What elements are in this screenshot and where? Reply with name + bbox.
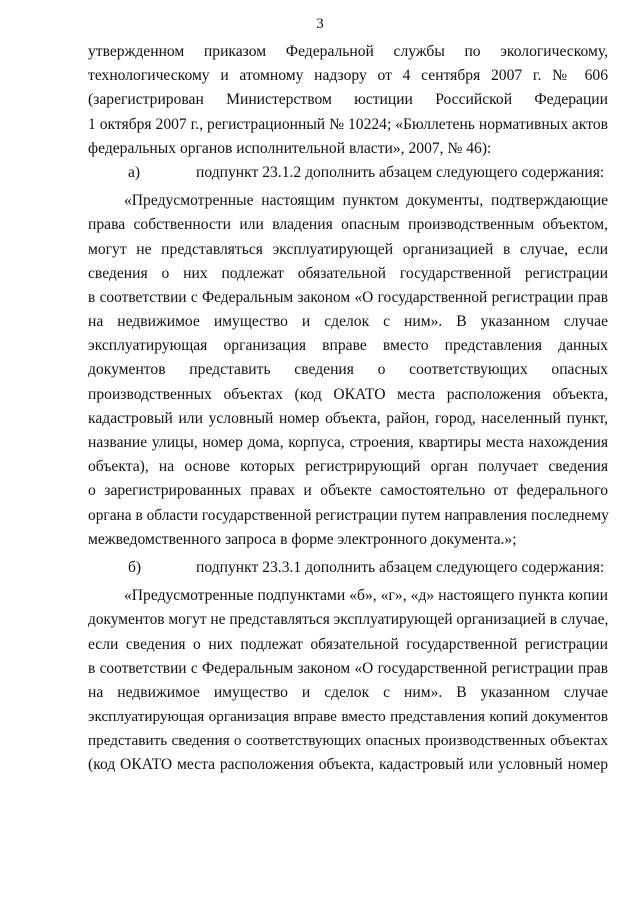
- quote-line: в соответствии с Федеральным законом «О государственной регистрации прав: [88, 288, 608, 306]
- item-b-heading-text: подпункт 23.3.1 дополнить абзацем следующего содержания:: [196, 558, 605, 576]
- quote-line: производственных объектах (код ОКАТО места расположения объекта,: [88, 385, 608, 403]
- item-a-heading-text: подпункт 23.1.2 дополнить абзацем следующего содержания:: [196, 163, 605, 181]
- quote-line: документов могут не представляться эксплуатирующей организацией в случае,: [88, 611, 609, 629]
- quote-line: органа в области государственной регистрации путем направления последнему: [88, 506, 609, 524]
- item-b-marker: б): [128, 558, 142, 576]
- quote-line: сведения о них подлежат обязательной государственной регистрации: [88, 264, 608, 282]
- document-body: [88, 40, 608, 778]
- quote-line: объекта), на основе которых регистрирующий орган получает сведения: [88, 458, 608, 476]
- quote-line: представить сведения о соответствующих опасных производственных объектах: [88, 732, 608, 750]
- quote-line: в соответствии с Федеральным законом «О государственной регистрации прав: [88, 659, 608, 677]
- quote-line: о зарегистрированных правах и объекте самостоятельно от федерального: [88, 482, 608, 500]
- item-a-marker: а): [128, 163, 141, 181]
- item-a-heading: [88, 161, 608, 185]
- text-line: утвержденном приказом Федеральной службы по экологическому,: [88, 43, 608, 60]
- text-line: технологическому и атомному надзору от 4 сентября 2007 г. № 606: [88, 67, 608, 85]
- quote-line: название улицы, номер дома, корпуса, строения, квартиры места нахождения: [88, 434, 608, 451]
- page-number: 3: [316, 16, 324, 32]
- text-line: 1 октября 2007 г., регистрационный № 10224; «Бюллетень нормативных актов: [88, 115, 608, 133]
- intro-paragraph: [88, 40, 608, 161]
- quote-line: на недвижимое имущество и сделок с ним». В указанном случае: [88, 683, 608, 701]
- quote-line: эксплуатирующая организация вправе вместо представления данных: [88, 337, 608, 355]
- quote-line: (код ОКАТО места расположения объекта, кадастровый или условный номер: [88, 756, 608, 774]
- text-line: федеральных органов исполнительной власти», 2007, № 46):: [88, 139, 492, 157]
- item-b-quote: [88, 584, 608, 778]
- item-b-heading: [88, 556, 608, 580]
- quote-line: документов представить сведения о соответствующих опасных: [88, 361, 608, 379]
- quote-line: межведомственного запроса в форме электронного документа.»;: [88, 530, 517, 548]
- quote-line: «Предусмотренные подпунктами «б», «г», «д» настоящего пункта копии: [124, 587, 608, 605]
- quote-line: могут не представляться эксплуатирующей организацией в случае, если: [88, 240, 608, 258]
- item-a-quote: [88, 189, 608, 552]
- quote-line: права собственности или владения опасным производственным объектом,: [88, 216, 608, 234]
- quote-line: «Предусмотренные настоящим пунктом документы, подтверждающие: [124, 192, 608, 210]
- quote-line: эксплуатирующая организация вправе вместо представления копий документов: [88, 708, 608, 726]
- quote-line: если сведения о них подлежат обязательной государственной регистрации: [88, 635, 608, 653]
- text-line: (зарегистрирован Министерством юстиции Российской Федерации: [88, 91, 608, 109]
- quote-line: на недвижимое имущество и сделок с ним». В указанном случае: [88, 313, 608, 331]
- quote-line: кадастровый или условный номер объекта, район, город, населенный пункт,: [88, 409, 608, 427]
